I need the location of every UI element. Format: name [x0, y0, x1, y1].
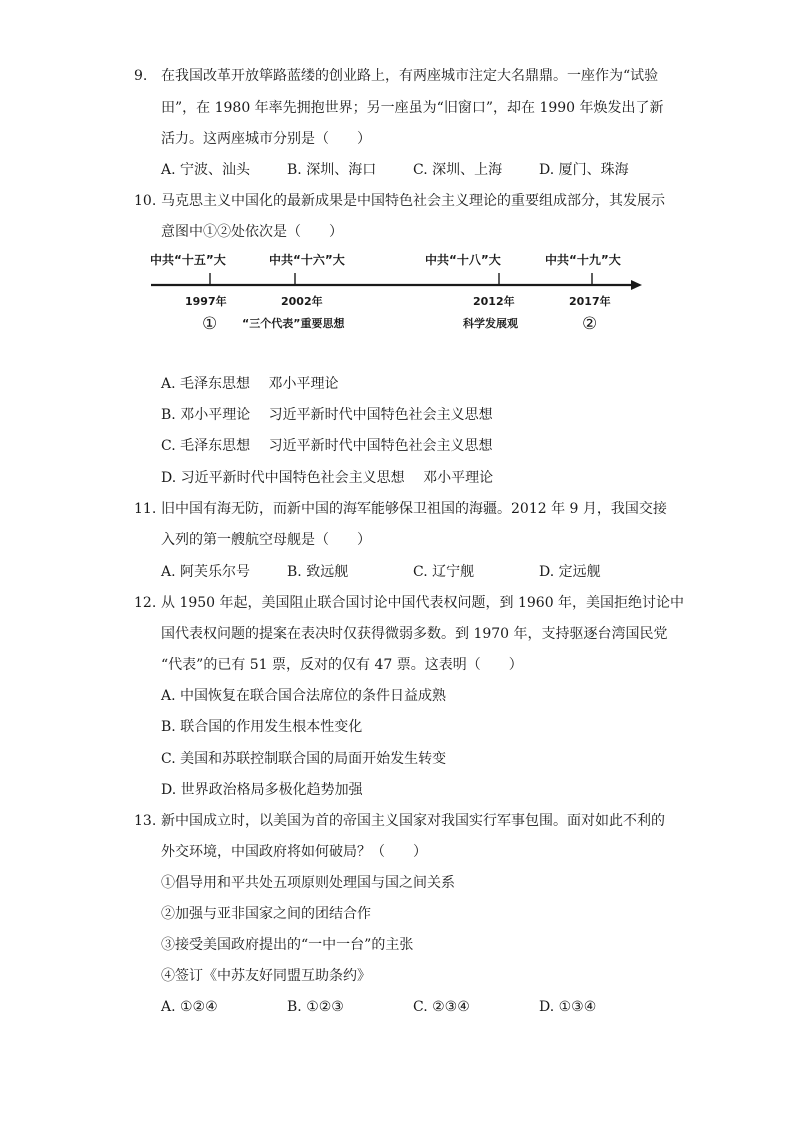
option-a[interactable]: A. ①②④ [161, 999, 218, 1015]
option-b[interactable]: B. 联合国的作用发生根本性变化 [161, 719, 363, 735]
option-d[interactable]: D. ①③④ [539, 999, 597, 1015]
question-text-line: 在我国改革开放筚路蓝缕的创业路上，有两座城市注定大名鼎鼎。一座作为“试验 [161, 68, 659, 84]
question-text-line: 活力。这两座城市分别是（ ） [161, 131, 371, 147]
option-b[interactable]: B. 深圳、海口 [287, 162, 377, 178]
question-number: 13. [134, 813, 157, 829]
option-a[interactable]: A. 阿芙乐尔号 [161, 564, 251, 580]
timeline-congress-label: 中共“十九”大 [545, 253, 621, 267]
statement-1: ①倡导用和平共处五项原则处理国与国之间关系 [161, 875, 455, 891]
question-text-line: 入列的第一艘航空母舰是（ ） [161, 532, 371, 548]
question-text-line: 旧中国有海无防，而新中国的海军能够保卫祖国的海疆。2012 年 9 月，我国交接 [161, 501, 667, 517]
option-b[interactable]: B. ①②③ [287, 999, 344, 1015]
timeline-year-label: 2017年 [569, 295, 611, 308]
timeline-theory-label: 科学发展观 [463, 317, 518, 330]
question-text-line: 从 1950 年起，美国阻止联合国讨论中国代表权问题，到 1960 年，美国拒绝讨论中 [161, 595, 685, 611]
statement-3: ③接受美国政府提出的“一中一台”的主张 [161, 937, 414, 953]
question-text-line: 新中国成立时，以美国为首的帝国主义国家对我国实行军事包围。面对如此不利的 [161, 813, 665, 829]
option-d[interactable]: D. 世界政治格局多极化趋势加强 [161, 782, 363, 798]
question-number: 9. [134, 68, 148, 84]
question-text-line: 田”，在 1980 年率先拥抱世界；另一座虽为“旧窗口”，却在 1990 年焕发出了新 [161, 100, 664, 116]
option-c[interactable]: C. 深圳、上海 [413, 162, 503, 178]
timeline-year-label: 1997年 [185, 295, 227, 308]
question-text-line: 国代表权问题的提案在表决时仅获得微弱多数。到 1970 年，支持驱逐台湾国民党 [161, 626, 668, 642]
option-b[interactable]: B. 致远舰 [287, 564, 349, 580]
timeline-year-label: 2012年 [473, 295, 515, 308]
question-number: 10. [134, 193, 157, 209]
option-c[interactable]: C. 辽宁舰 [413, 564, 475, 580]
question-number: 12. [134, 595, 157, 611]
option-d[interactable]: D. 厦门、珠海 [539, 162, 629, 178]
timeline-blank-2: ② [582, 314, 598, 334]
timeline-congress-label: 中共“十六”大 [269, 253, 345, 267]
timeline-blank-1: ① [202, 314, 218, 334]
statement-2: ②加强与亚非国家之间的团结合作 [161, 906, 371, 922]
question-text-line: “代表”的已有 51 票，反对的仅有 47 票。这表明（ ） [161, 657, 523, 673]
option-c[interactable]: C. ②③④ [413, 999, 470, 1015]
question-text-line: 马克思主义中国化的最新成果是中国特色社会主义理论的重要组成部分，其发展示 [161, 193, 665, 209]
option-c[interactable]: C. 美国和苏联控制联合国的局面开始发生转变 [161, 751, 447, 767]
option-d[interactable]: D. 定远舰 [539, 564, 601, 580]
timeline-congress-label: 中共“十八”大 [425, 253, 501, 267]
option-a[interactable]: A. 宁波、汕头 [161, 162, 251, 178]
statement-4: ④签订《中苏友好同盟互助条约》 [161, 968, 371, 984]
question-number: 11. [134, 501, 157, 517]
timeline-theory-label: “三个代表”重要思想 [242, 317, 345, 330]
option-d[interactable]: D. 习近平新时代中国特色社会主义思想 邓小平理论 [161, 470, 494, 486]
option-a[interactable]: A. 毛泽东思想 邓小平理论 [161, 376, 339, 392]
question-text-line: 外交环境，中国政府将如何破局？（ ） [161, 844, 427, 860]
timeline-year-label: 2002年 [281, 295, 323, 308]
timeline-arrow-icon [631, 280, 642, 290]
option-a[interactable]: A. 中国恢复在联合国合法席位的条件日益成熟 [161, 688, 447, 704]
timeline-diagram [145, 245, 655, 340]
question-text-line: 意图中①②处依次是（ ） [161, 224, 343, 240]
option-b[interactable]: B. 邓小平理论 习近平新时代中国特色社会主义思想 [161, 407, 493, 423]
option-c[interactable]: C. 毛泽东思想 习近平新时代中国特色社会主义思想 [161, 438, 493, 454]
timeline-congress-label: 中共“十五”大 [150, 253, 226, 267]
